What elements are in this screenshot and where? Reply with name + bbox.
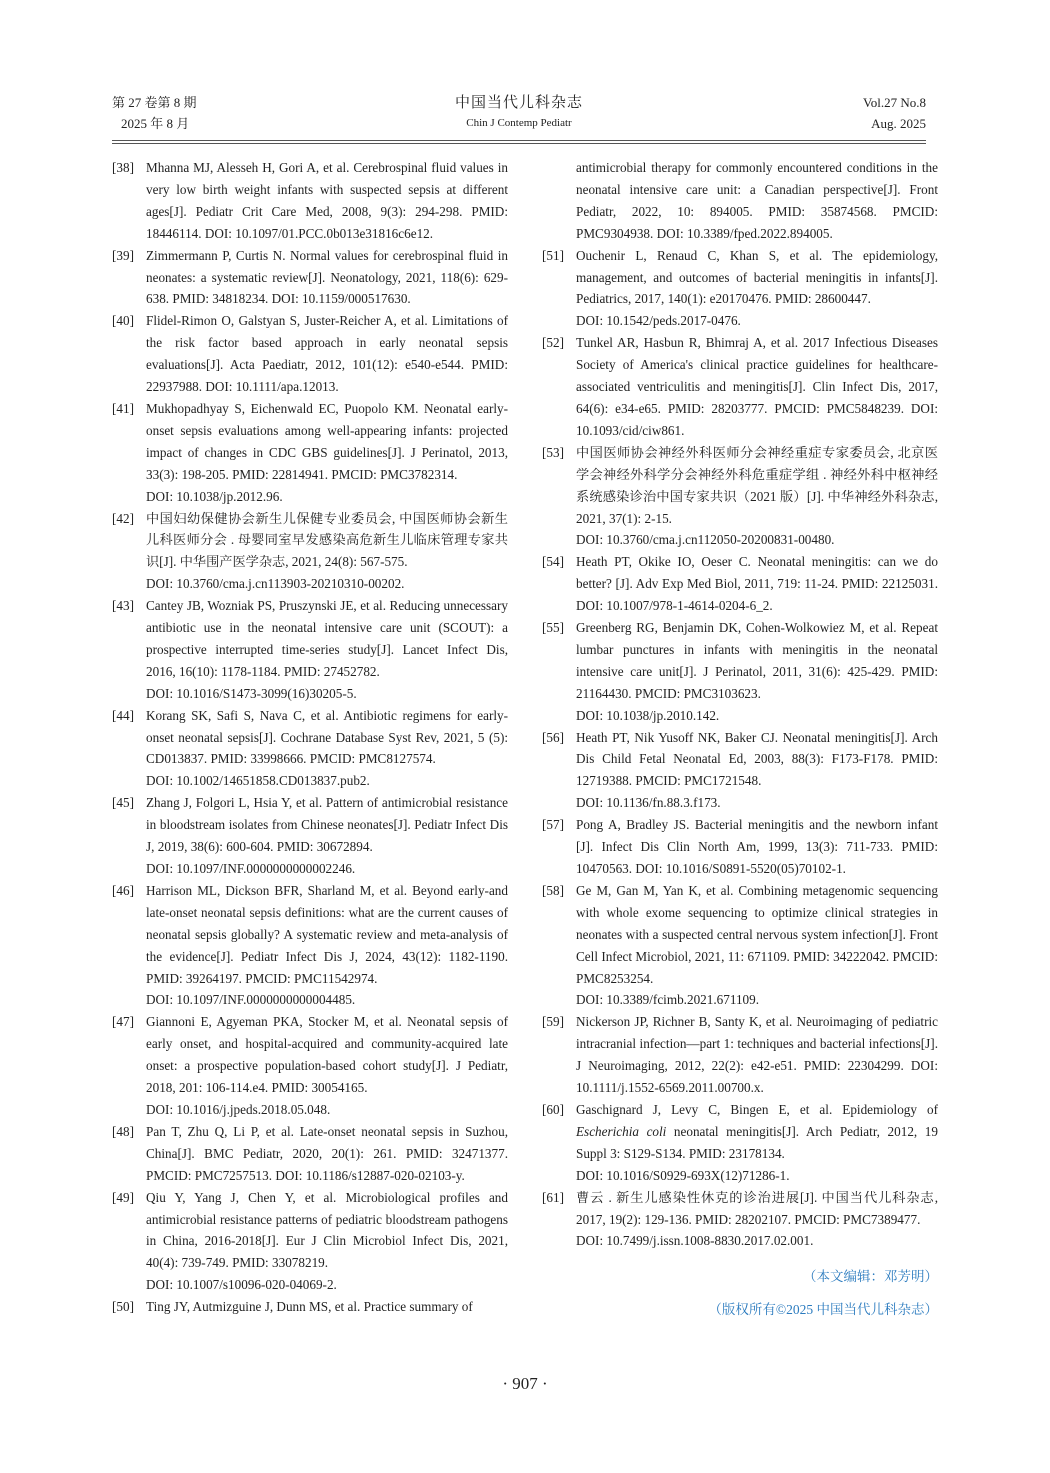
- reference-number: [51]: [542, 247, 564, 263]
- reference-doi: DOI: 10.3760/cma.j.cn113903-20210310-00202.: [146, 576, 405, 592]
- reference-text: Ge M, Gan M, Yan K, et al. Combining metagenomic sequencing with whole exome sequencing to optimize clinical strategies in neonates with a suspected central nervous system infection[J]. Front Cell Infect Microbiol, 2021, 11: 671109. PMID: 34222042. PMCID: PMC8253254.: [576, 882, 938, 986]
- reference-item: [542, 1011, 938, 1099]
- header-rule-bottom: [112, 143, 926, 144]
- left-column-references: [112, 157, 508, 1318]
- reference-item: [542, 442, 938, 552]
- reference-text: Qiu Y, Yang J, Chen Y, et al. Microbiological profiles and antimicrobial resistance patterns of pediatric bloodstream pathogens in China, 2016-2018[J]. Eur J Clin Microbiol Infect Dis, 2021, 40(4): 739-749. PMID: 33078219.: [146, 1189, 508, 1271]
- reference-number: [54]: [542, 554, 564, 570]
- reference-item: [112, 1011, 508, 1121]
- reference-doi: DOI: 10.1038/jp.2012.96.: [146, 488, 283, 504]
- reference-item: [542, 551, 938, 617]
- reference-text: Tunkel AR, Hasbun R, Bhimraj A, et al. 2017 Infectious Diseases Society of America's clinical practice guidelines for healthcare-associated ventriculitis and meningitis[J]. Clin Infect Dis, 2017, 64(6): e34-e65. PMID: 28203777. PMCID: PMC5848239. DOI: 10.1093/cid/ciw861.: [576, 335, 938, 438]
- reference-number: [46]: [112, 882, 134, 898]
- reference-doi: DOI: 10.1097/INF.0000000000002246.: [146, 861, 356, 876]
- reference-text: Harrison ML, Dickson BFR, Sharland M, et al. Beyond early-and late-onset neonatal sepsis definitions: what are the current causes of neonatal sepsis globally? A systematic review and meta-analysis of the evidence[J]. Pediatr Infect Dis J, 2024, 43(12): 1182-1190. PMID: 39264197. PMCID: PMC11542974.: [146, 882, 508, 986]
- reference-doi: DOI: 10.1097/INF.0000000000004485.: [146, 992, 356, 1008]
- reference-item: [112, 1296, 508, 1318]
- reference-number: [40]: [112, 313, 134, 329]
- reference-text: Nickerson JP, Richner B, Santy K, et al. Neuroimaging of pediatric intracranial infection—part 1: techniques and bacterial infections[J]. J Neuroimaging, 2012, 22(2): e42-e51. PMID: 22304299. DOI: 10.1111/j.1552-6569.2011.00700.x.: [576, 1014, 938, 1096]
- reference-item: [542, 880, 938, 1011]
- reference-number: [38]: [112, 160, 134, 175]
- reference-doi: DOI: 10.7499/j.issn.1008-8830.2017.02.001.: [576, 1233, 814, 1249]
- reference-text: 中国妇幼保健协会新生儿保健专业委员会, 中国医师协会新生儿科医师分会 . 母婴同室早发感染高危新生儿临床管理专家共识[J]. 中华围产医学杂志, 2021, 24(8): 567-575.: [146, 510, 508, 570]
- reference-item: [112, 595, 508, 705]
- reference-item: [542, 1187, 938, 1253]
- reference-item: [112, 705, 508, 793]
- reference-text-part: Gaschignard J, Levy C, Bingen E, et al. Epidemiology of: [576, 1101, 938, 1117]
- reference-text: Heath PT, Nik Yusoff NK, Baker CJ. Neonatal meningitis[J]. Arch Dis Child Fetal Neonatal Ed, 2003, 88(3): F173-F178. PMID: 12719388. PMCID: PMC1721548.: [576, 729, 938, 789]
- reference-number: [48]: [112, 1123, 134, 1139]
- reference-number: [42]: [112, 510, 134, 526]
- reference-item: [112, 1121, 508, 1187]
- reference-doi: DOI: 10.1007/s10096-020-04069-2.: [146, 1277, 337, 1293]
- reference-number: [44]: [112, 707, 134, 723]
- reference-text: Pong A, Bradley JS. Bacterial meningitis and the newborn infant [J]. Infect Dis Clin North Am, 1999, 13(3): 711-733. PMID: 10470563. DOI: 10.1016/S0891-5520(05)70102-1.: [576, 817, 938, 876]
- reference-item: [542, 617, 938, 727]
- reference-number: [57]: [542, 817, 564, 833]
- reference-item: [112, 245, 508, 311]
- header-rule-top: [112, 140, 926, 141]
- reference-item: [542, 727, 938, 815]
- editor-note: （本文编辑：邓芳明）: [803, 1269, 938, 1284]
- reference-number: [49]: [112, 1189, 134, 1205]
- reference-item: [542, 332, 938, 442]
- journal-title-cn: 中国当代儿科杂志: [454, 95, 583, 111]
- volume-issue-cn: 第 27 卷第 8 期: [112, 95, 197, 110]
- reference-text: Ting JY, Autmizguine J, Dunn MS, et al. Practice summary of: [146, 1299, 473, 1315]
- reference-text: Zhang J, Folgori L, Hsia Y, et al. Pattern of antimicrobial resistance in bloodstream isolates from Chinese neonates[J]. Pediatr Infect Dis J, 2019, 38(6): 600-604. PMID: 30672894.: [146, 795, 508, 855]
- reference-number: [61]: [542, 1189, 564, 1205]
- reference-doi: DOI: 10.1002/14651858.CD013837.pub2.: [146, 773, 370, 789]
- species-name-italic: Escherichia coli: [576, 1123, 667, 1139]
- reference-item: [542, 245, 938, 333]
- reference-doi: DOI: 10.1136/fn.88.3.f173.: [576, 795, 721, 811]
- reference-text: Flidel-Rimon O, Galstyan S, Juster-Reicher A, et al. Limitations of the risk factor based approach in early neonatal sepsis evaluations[J]. Acta Paediatr, 2012, 101(12): e540-e544. PMID: 22937988. DOI: 10.1111/apa.12013.: [146, 313, 508, 395]
- reference-number: [58]: [542, 882, 564, 898]
- reference-number: [53]: [542, 444, 564, 460]
- reference-item: [542, 814, 938, 880]
- reference-number: [52]: [542, 335, 564, 351]
- reference-text: [576, 1099, 938, 1165]
- reference-text: Greenberg RG, Benjamin DK, Cohen-Wolkowiez M, et al. Repeat lumbar punctures in infants with meningitis in the neonatal intensive care unit[J]. J Perinatol, 2011, 31(6): 425-429. PMID: 21164430. PMCID: PMC3103623.: [576, 620, 938, 701]
- reference-number: [39]: [112, 247, 134, 263]
- copyright-note: （版权所有©2025 中国当代儿科杂志）: [708, 1302, 938, 1317]
- header-right: [863, 92, 926, 134]
- reference-text: Mhanna MJ, Alesseh H, Gori A, et al. Cerebrospinal fluid values in very low birth weight infants with suspected sepsis at different ages[J]. Pediatr Crit Care Med, 2008, 9(3): 294-298. PMID: 18446114. DOI: 10.1097/01.PCC.0b013e31816c6e12.: [146, 160, 508, 241]
- reference-item: [112, 310, 508, 398]
- reference-item: [112, 398, 508, 508]
- reference-text: Ouchenir L, Renaud C, Khan S, et al. The epidemiology, management, and outcomes of bacterial meningitis in infants[J]. Pediatrics, 2017, 140(1): e20170476. PMID: 28600447.: [576, 247, 938, 307]
- reference-50-continuation: antimicrobial therapy for commonly encountered conditions in the neonatal intensive care unit: a Canadian perspective[J]. Front Pediatr, 2022, 10: 894005. PMID: 35874568. PMCID: PMC9304938. DOI: 10.3389/fped.2022.894005.: [576, 160, 938, 241]
- reference-number: [47]: [112, 1014, 134, 1030]
- header-center: [112, 92, 926, 132]
- reference-item: [112, 792, 508, 880]
- reference-doi: DOI: 10.1016/S0929-693X(12)71286-1.: [576, 1167, 790, 1183]
- reference-text: Giannoni E, Agyeman PKA, Stocker M, et al. Neonatal sepsis of early onset, and hospital-acquired and community-acquired late onset: a prospective population-based cohort study[J]. J Pediatr, 2018, 201: 106-114.e4. PMID: 30054165.: [146, 1014, 508, 1096]
- reference-number: [50]: [112, 1299, 134, 1315]
- reference-doi: DOI: 10.3760/cma.j.cn112050-20200831-00480.: [576, 532, 835, 548]
- reference-text: Mukhopadhyay S, Eichenwald EC, Puopolo KM. Neonatal early-onset sepsis evaluations among well-appearing infants: projected impact of changes in CDC GBS guidelines[J]. J Perinatol, 2013, 33(3): 198-205. PMID: 22814941. PMCID: PMC3782314.: [146, 400, 508, 482]
- reference-text: Zimmermann P, Curtis N. Normal values for cerebrospinal fluid in neonates: a systematic review[J]. Neonatology, 2021, 118(6): 629-638. PMID: 34818234. DOI: 10.1159/000517630.: [146, 247, 508, 307]
- reference-item: [542, 1099, 938, 1187]
- reference-doi: DOI: 10.1038/jp.2010.142.: [576, 707, 720, 723]
- date-en: Aug. 2025: [871, 116, 926, 131]
- reference-item: [112, 1187, 508, 1297]
- reference-text: Korang SK, Safi S, Nava C, et al. Antibiotic regimens for early-onset neonatal sepsis[J]. Cochrane Database Syst Rev, 2021, 5 (5): CD013837. PMID: 33998666. PMCID: PMC8127574.: [146, 707, 508, 767]
- reference-text: Cantey JB, Wozniak PS, Pruszynski JE, et al. Reducing unnecessary antibiotic use in the neonatal intensive care unit (SCOUT): a prospective interrupted time-series study[J]. Lancet Infect Dis, 2016, 16(10): 1178-1184. PMID: 27452782.: [146, 598, 508, 679]
- page-number: · 907 ·: [502, 1374, 548, 1393]
- reference-text: 曹云 . 新生儿感染性休克的诊治进展[J]. 中国当代儿科杂志, 2017, 19(2): 129-136. PMID: 28202107. PMCID: PMC7389477.: [576, 1189, 938, 1227]
- reference-text: Heath PT, Okike IO, Oeser C. Neonatal meningitis: can we do better? [J]. Adv Exp Med Biol, 2011, 719: 11-24. PMID: 22125031. DOI: 10.1007/978-1-4614-0204-6_2.: [576, 554, 938, 614]
- reference-number: [45]: [112, 795, 134, 811]
- reference-number: [55]: [542, 620, 564, 636]
- volume-issue-en: Vol.27 No.8: [863, 95, 926, 110]
- reference-number: [43]: [112, 598, 134, 614]
- reference-text-part: neonatal meningitis[J]. Arch Pediatr, 2012, 19 Suppl 3: S129-S134. PMID: 23178134.: [576, 1123, 938, 1161]
- reference-doi: DOI: 10.1542/peds.2017-0476.: [576, 313, 741, 329]
- reference-doi: DOI: 10.1016/S1473-3099(16)30205-5.: [146, 685, 357, 701]
- reference-number: [60]: [542, 1101, 564, 1117]
- reference-item: [112, 508, 508, 596]
- reference-text: Pan T, Zhu Q, Li P, et al. Late-onset neonatal sepsis in Suzhou, China[J]. BMC Pediatr, 2020, 20(1): 261. PMID: 32471377. PMCID: PMC7257513. DOI: 10.1186/s12887-020-02103-y.: [146, 1123, 508, 1183]
- date-cn: 2025 年 8 月: [121, 116, 190, 131]
- reference-item: [112, 157, 508, 245]
- reference-text: 中国医师协会神经外科医师分会神经重症专家委员会, 北京医学会神经外科学分会神经外科危重症学组 . 神经外科中枢神经系统感染诊治中国专家共识（2021 版）[J]. 中华神经外科杂志, 2021, 37(1): 2-15.: [576, 444, 938, 526]
- journal-title-en: Chin J Contemp Pediatr: [466, 117, 572, 129]
- reference-number: [59]: [542, 1014, 564, 1030]
- running-header: [112, 92, 926, 142]
- reference-number: [56]: [542, 729, 564, 745]
- reference-doi: DOI: 10.1016/j.jpeds.2018.05.048.: [146, 1101, 331, 1117]
- reference-doi: DOI: 10.3389/fcimb.2021.671109.: [576, 992, 760, 1008]
- right-column-references: [542, 157, 938, 1252]
- reference-number: [41]: [112, 400, 134, 416]
- reference-item: [112, 880, 508, 1011]
